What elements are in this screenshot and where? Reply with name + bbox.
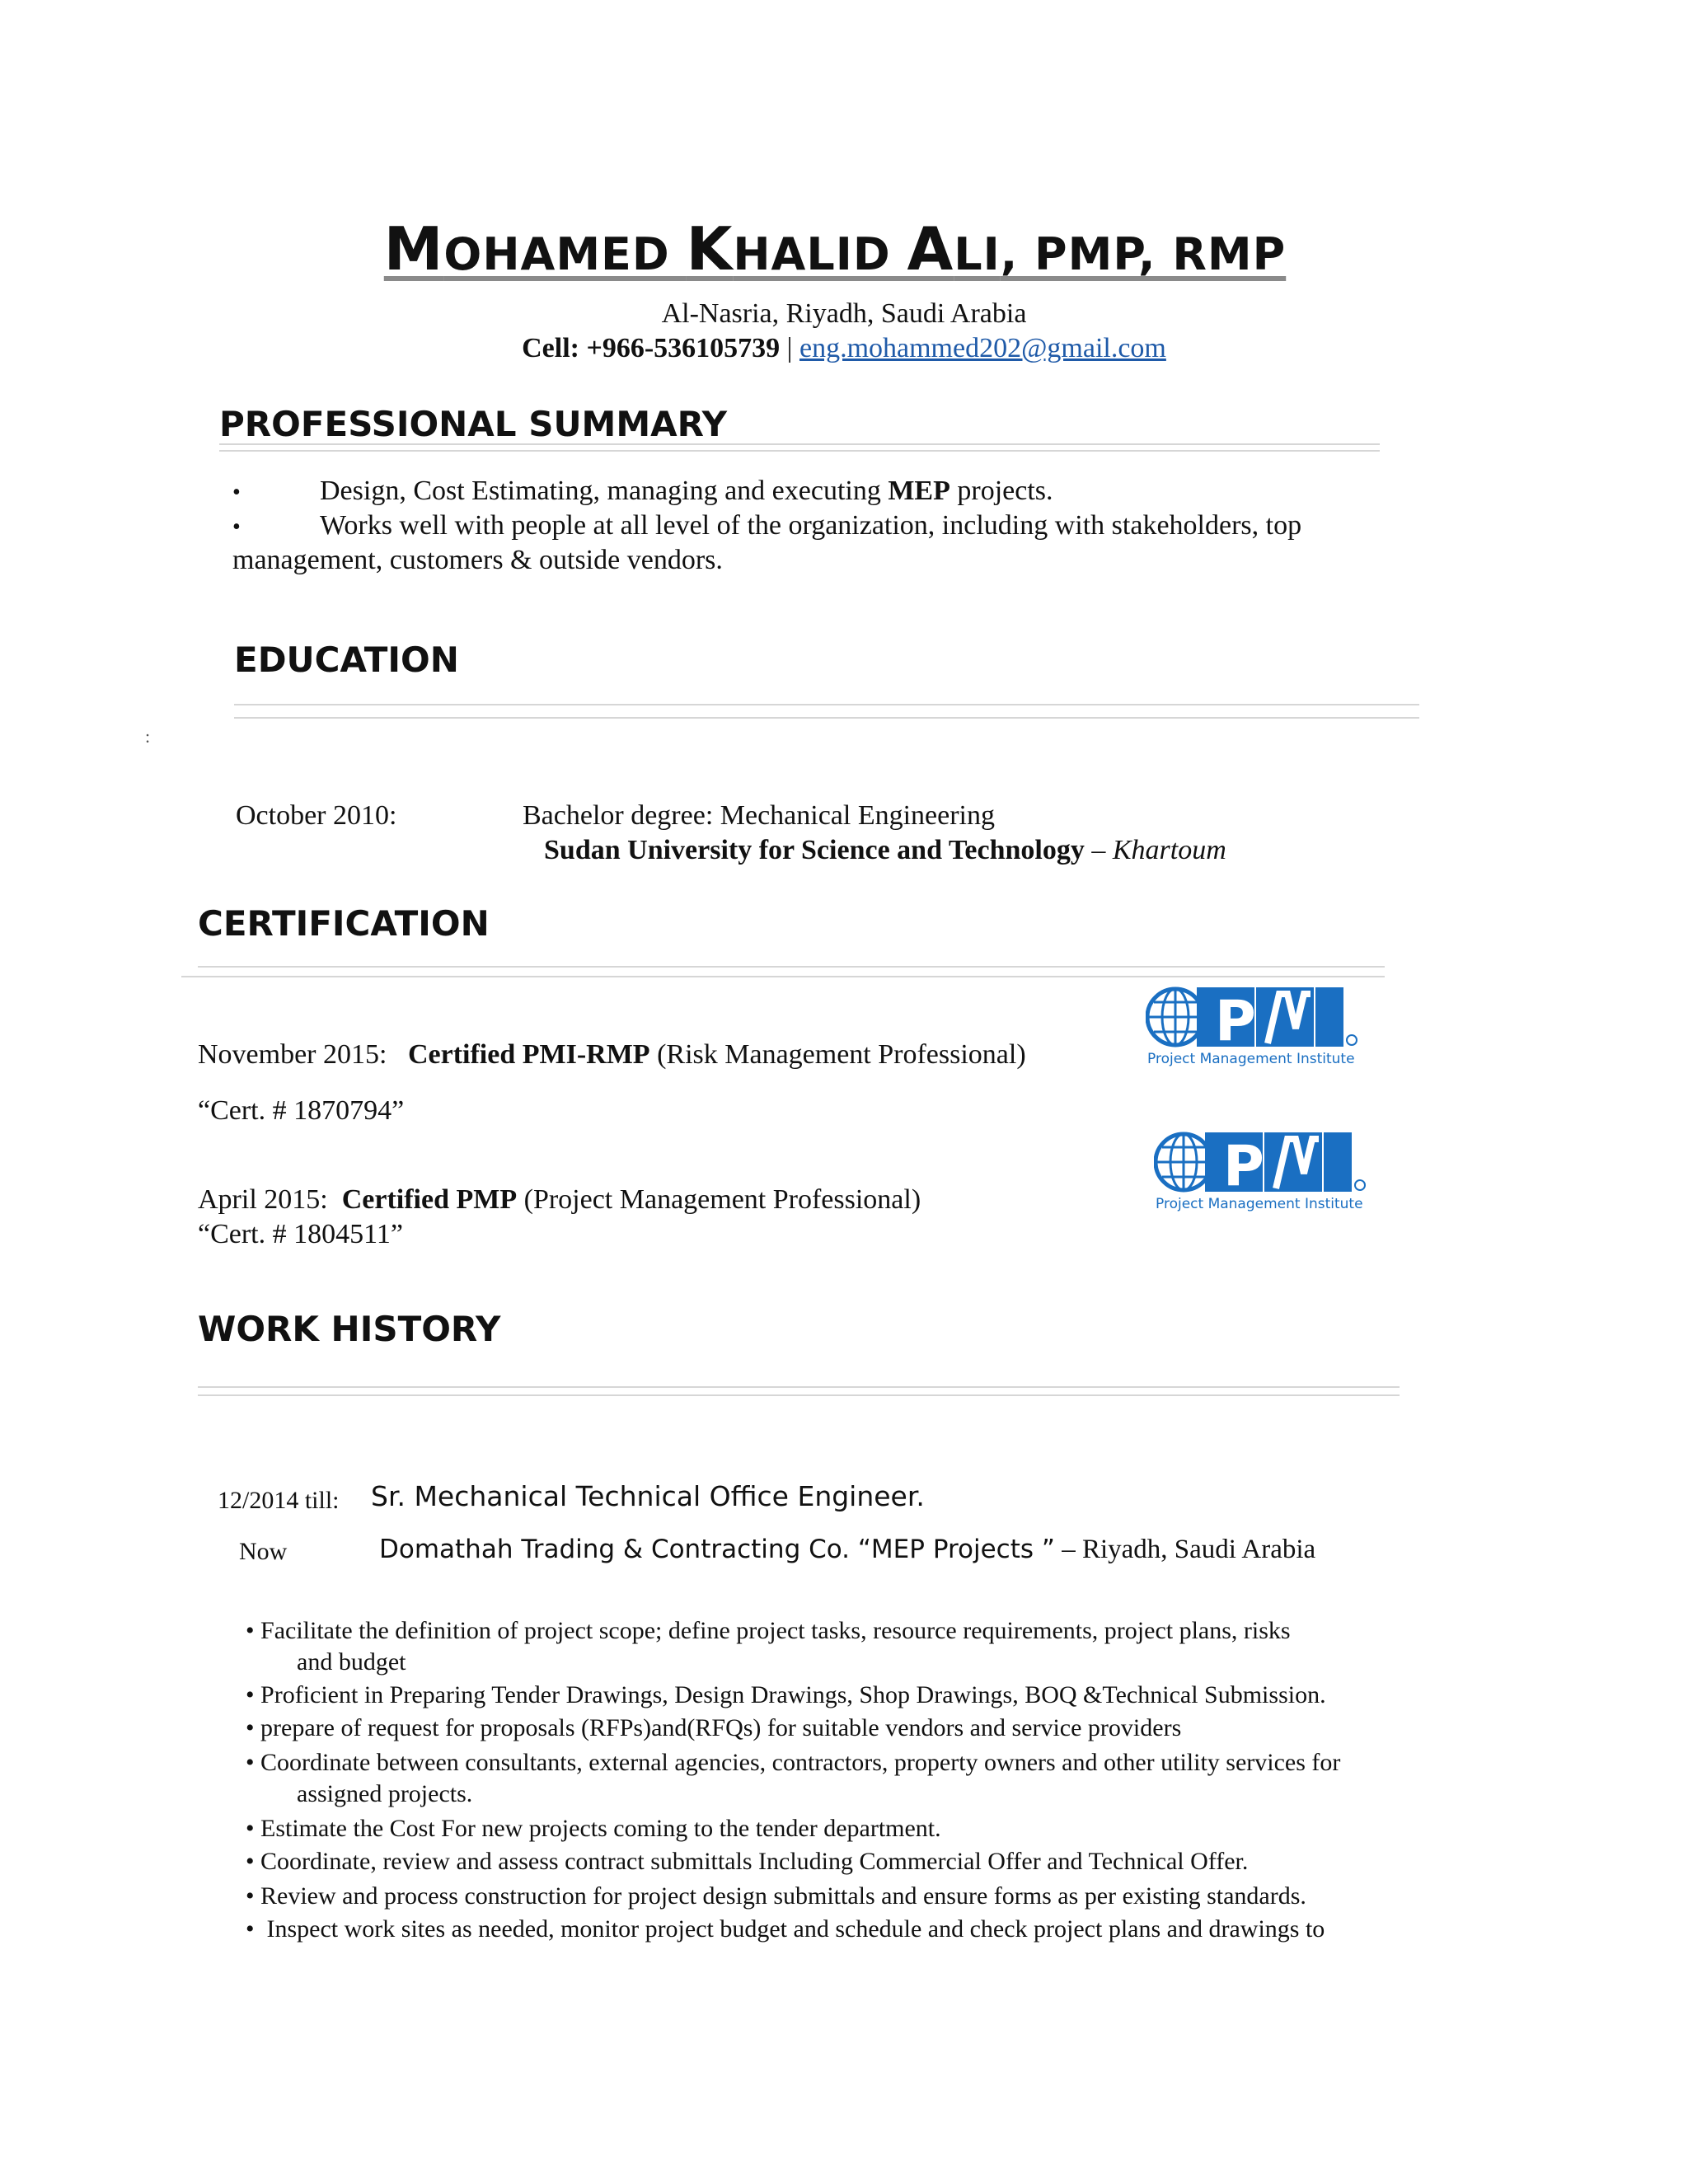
list-item: • prepare of request for proposals (RFPs)and(RFQs) for suitable vendors and service providers (246, 1714, 1182, 1741)
email-link[interactable]: eng.mohammed202@gmail.com (799, 333, 1166, 363)
section-rule (234, 717, 1419, 719)
cert1-line: November 2015: Certified PMI-RMP (Risk Management Professional) (198, 1039, 1026, 1070)
section-heading-summary: PROFESSIONAL SUMMARY (219, 404, 728, 444)
pmi-logo-caption: Project Management Institute (1147, 1051, 1355, 1067)
address: Al-Nasria, Riyadh, Saudi Arabia (661, 298, 1027, 329)
education-degree: Bachelor degree: Mechanical Engineering (523, 800, 996, 831)
education-university: Sudan University for Science and Technology – Khartoum (544, 835, 1226, 865)
section-rule (181, 976, 1385, 977)
summary-item-2: • Works well with people at all level of the organization, including with stakeholders, top (232, 510, 1302, 541)
section-rule (198, 1394, 1400, 1396)
summary-item-2-cont: management, customers & outside vendors. (232, 545, 723, 575)
education-date: October 2010: (236, 800, 397, 831)
pmi-logo-caption: Project Management Institute (1156, 1196, 1363, 1212)
section-rule (198, 1386, 1400, 1388)
pmi-logo-icon (1146, 979, 1362, 1070)
work-company: Domathah Trading & Contracting Co. “MEP Projects ” – Riyadh, Saudi Arabia (379, 1535, 1316, 1564)
cert2-number: “Cert. # 1804511” (198, 1219, 403, 1249)
section-rule (234, 704, 1419, 705)
list-item: • Coordinate, review and assess contract submittals Including Commercial Offer and Technical Offer. (246, 1848, 1249, 1875)
section-rule (198, 966, 1385, 968)
list-item: • Coordinate between consultants, external agencies, contractors, property owners and other utility services for (246, 1749, 1341, 1776)
work-period-start: 12/2014 till: (218, 1487, 340, 1514)
list-item-cont: and budget (297, 1648, 406, 1675)
contact-line (0, 333, 1688, 364)
svg-text:P: P (1215, 989, 1256, 1054)
section-heading-certification: CERTIFICATION (198, 903, 490, 944)
section-heading-education: EDUCATION (234, 640, 459, 680)
work-job-title: Sr. Mechanical Technical Office Engineer. (371, 1480, 925, 1512)
work-period-end: Now (239, 1538, 288, 1565)
section-rule (219, 450, 1380, 452)
cert2-line: April 2015: Certified PMP (Project Management Professional) (198, 1184, 921, 1215)
summary-item-1: • Design, Cost Estimating, managing and executing MEP projects. (232, 476, 1053, 506)
list-item: • Estimate the Cost For new projects coming to the tender department. (246, 1815, 941, 1842)
list-item: • Facilitate the definition of project scope; define project tasks, resource requirements, project plans, risks (246, 1617, 1291, 1644)
section-rule (219, 443, 1380, 445)
separator: | (780, 333, 799, 363)
cert1-number: “Cert. # 1870794” (198, 1095, 405, 1126)
section-heading-work: WORK HISTORY (198, 1309, 501, 1349)
list-item-cont: assigned projects. (297, 1780, 473, 1807)
svg-text:P: P (1223, 1134, 1264, 1199)
list-item: • Inspect work sites as needed, monitor project budget and schedule and check project plans and drawings to (246, 1915, 1325, 1943)
list-item: • Proficient in Preparing Tender Drawings, Design Drawings, Shop Drawings, BOQ &Technical Submission. (246, 1681, 1326, 1708)
stray-mark: : (145, 726, 151, 747)
pmi-logo-icon (1154, 1124, 1370, 1215)
candidate-name: MOHAMED KHALID ALI, PMP, RMP (383, 214, 1287, 284)
list-item: • Review and process construction for project design submittals and ensure forms as per existing standards. (246, 1882, 1306, 1910)
cell-phone: Cell: +966-536105739 (522, 333, 781, 363)
